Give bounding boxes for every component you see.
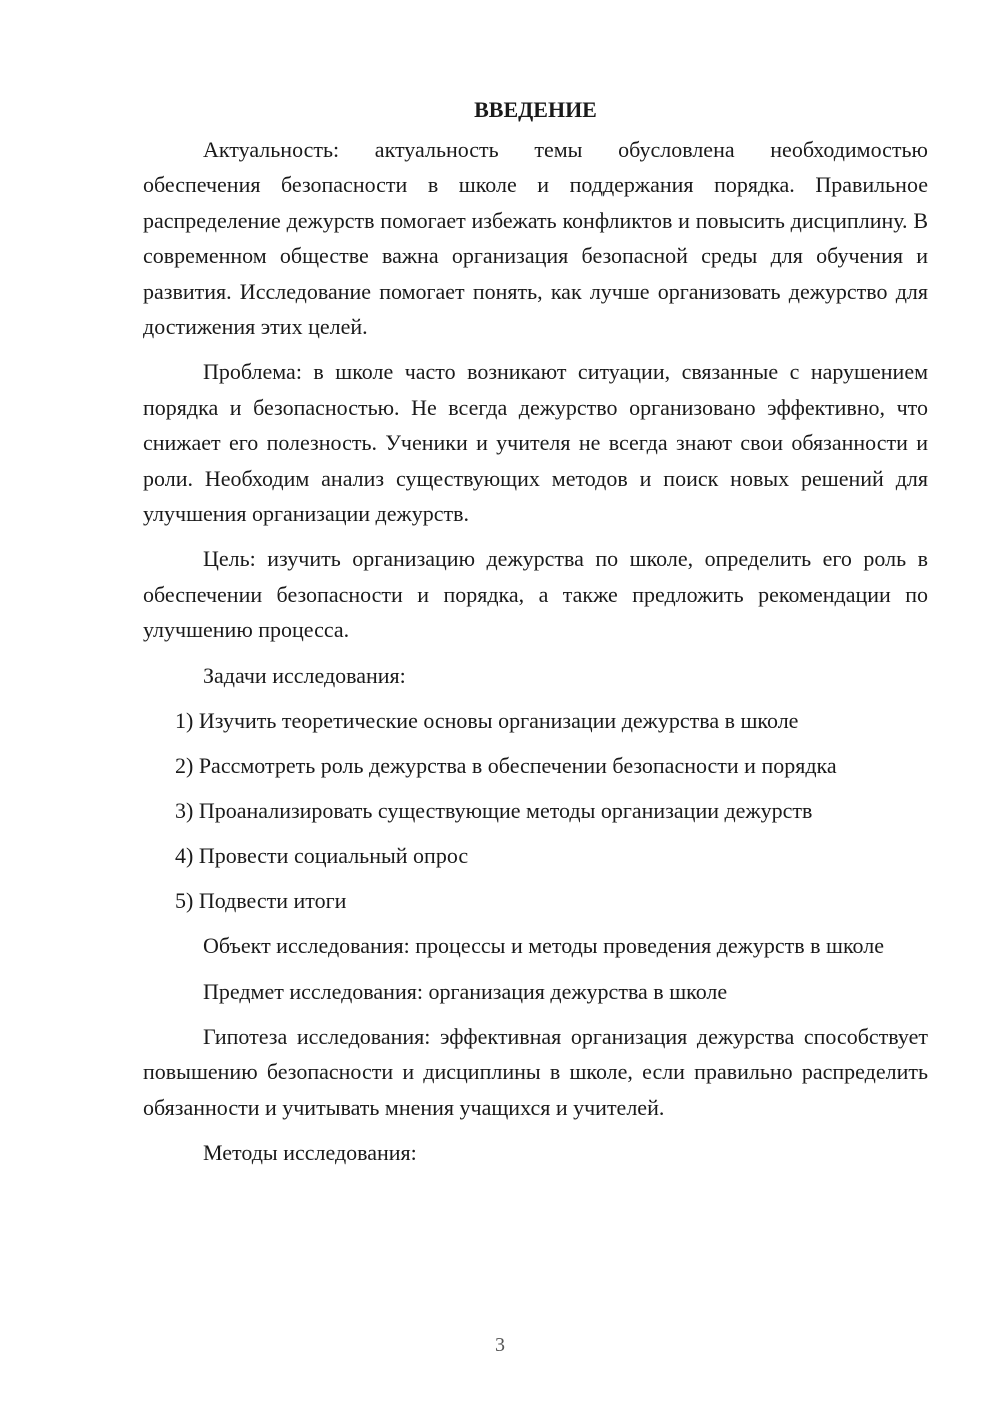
document-page (143, 92, 928, 1181)
paragraph-hypothesis: Гипотеза исследования: эффективная организация дежурства способствует повышению безопасности и дисциплины в школе, если правильно распределить обязанности и учитывать мнения учащихся и учителей. (143, 1023, 928, 1120)
list-item: 1) Изучить теоретические основы организации дежурства в школе (175, 708, 799, 734)
paragraph-subject: Предмет исследования: организация дежурства в школе (203, 978, 728, 1004)
list-item: 5) Подвести итоги (175, 888, 347, 914)
paragraph-problem: Проблема: в школе часто возникают ситуации, связанные с нарушением порядка и безопасностью. Не всегда дежурство организовано эффективно, что снижает его полезность. Ученики и учителя не всегда знают свои обязанности и роли. Необходим анализ существующих методов и поиск новых решений для улучшения организации дежурств. (143, 359, 928, 527)
list-item: 4) Провести социальный опрос (175, 843, 469, 869)
paragraph-goal: Цель: изучить организацию дежурства по школе, определить его роль в обеспечении безопасности и порядка, а также предложить рекомендации по улучшению процесса. (143, 546, 928, 643)
paragraph-object: Объект исследования: процессы и методы проведения дежурств в школе (203, 933, 884, 959)
methods-heading: Методы исследования: (203, 1140, 417, 1166)
list-item: 2) Рассмотреть роль дежурства в обеспечении безопасности и порядка (175, 753, 837, 779)
page-title: ВВЕДЕНИЕ (474, 97, 597, 122)
list-item: 3) Проанализировать существующие методы организации дежурств (175, 798, 813, 824)
tasks-heading: Задачи исследования: (203, 662, 406, 688)
tasks-list (143, 703, 928, 918)
paragraph-relevance: Актуальность: актуальность темы обусловлена необходимостью обеспечения безопасности в школе и поддержания порядка. Правильное распределение дежурств помогает избежать конфликтов и повысить дисциплину. В современном обществе важна организация безопасной среды для обучения и развития. Исследование помогает понять, как лучше организовать дежурство для достижения этих целей. (143, 137, 928, 340)
page-number: 3 (495, 1334, 505, 1356)
